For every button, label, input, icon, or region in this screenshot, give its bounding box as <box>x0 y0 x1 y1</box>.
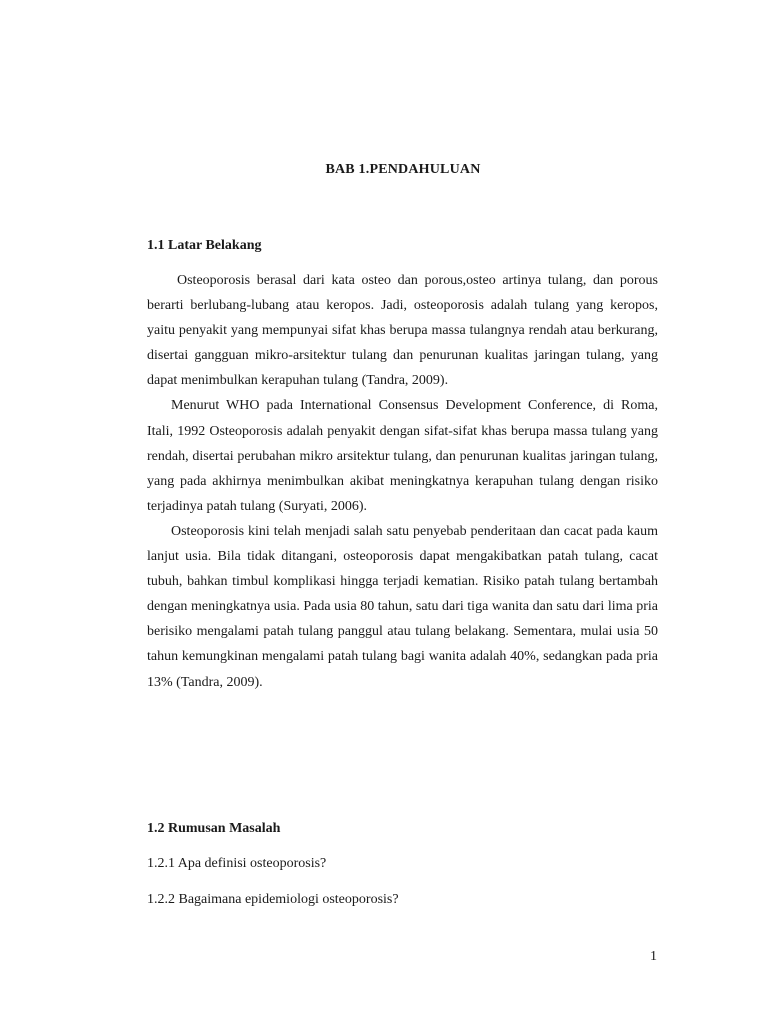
section-heading-latar-belakang: 1.1 Latar Belakang <box>147 238 262 253</box>
chapter-title: BAB 1.PENDAHULUAN <box>325 162 481 177</box>
paragraph: Menurut WHO pada International Consensus Development Conference, di Roma, Itali, 1992 Osteoporosis adalah penyakit dengan sifat-sifat khas berupa massa tulang yang rendah, disertai perubahan mikro arsitektur tulang, dan penurunan kualitas jaringan tulang, yang pada akhirnya menimbulkan akibat meningkatnya kerapuhan tulang dengan risiko terjadinya patah tulang (Suryati, 2006). <box>147 398 658 514</box>
list-item: 1.2.2 Bagaimana epidemiologi osteoporosis? <box>147 892 399 907</box>
paragraph: Osteoporosis berasal dari kata osteo dan porous,osteo artinya tulang, dan porous berarti berlubang-lubang atau keropos. Jadi, osteoporosis adalah tulang yang keropos, yaitu penyakit yang mempunyai sifat khas berupa massa tulangnya rendah atau berkurang, disertai gangguan mikro-arsitektur tulang dan penurunan kualitas jaringan tulang, yang dapat menimbulkan kerapuhan tulang (Tandra, 2009). <box>147 273 658 389</box>
paragraph: Osteoporosis kini telah menjadi salah satu penyebab penderitaan dan cacat pada kaum lanjut usia. Bila tidak ditangani, osteoporosis dapat mengakibatkan patah tulang, cacat tubuh, bahkan timbul komplikasi hingga terjadi kematian. Risiko patah tulang bertambah dengan meningkatnya usia. Pada usia 80 tahun, satu dari tiga wanita dan satu dari lima pria berisiko mengalami patah tulang panggul atau tulang belakang. Sementara, mulai usia 50 tahun kemungkinan mengalami patah tulang bagi wanita adalah 40%, sedangkan pada pria 13% (Tandra, 2009). <box>147 523 658 690</box>
list-item: 1.2.1 Apa definisi osteoporosis? <box>147 856 327 871</box>
section-heading-rumusan-masalah: 1.2 Rumusan Masalah <box>147 821 281 836</box>
page-number: 1 <box>650 949 657 964</box>
section-body-latar-belakang <box>147 268 658 695</box>
